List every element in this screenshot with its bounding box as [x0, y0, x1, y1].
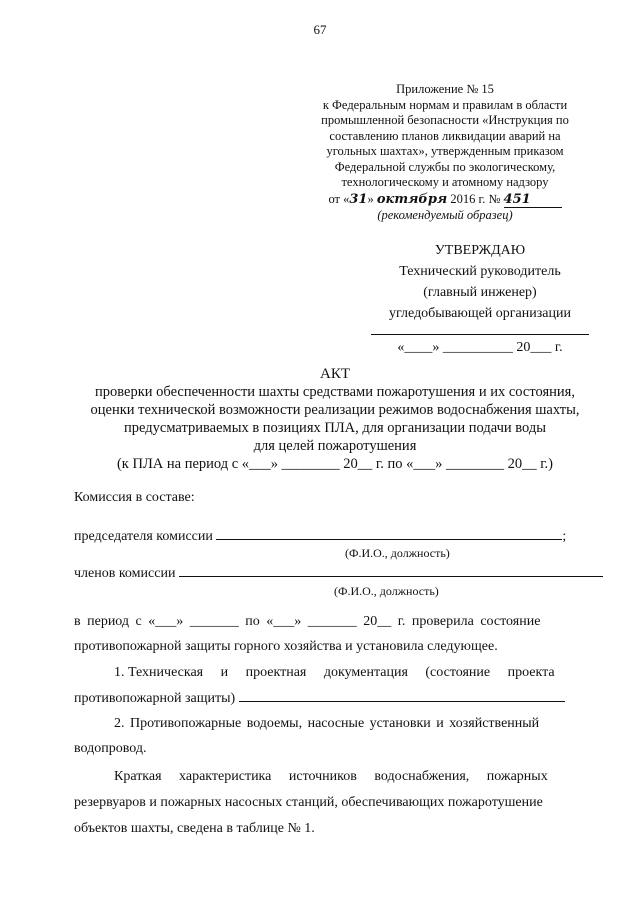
- act-title: АКТ: [320, 366, 350, 382]
- appendix-line: промышленной безопасности «Инструкция по: [321, 113, 569, 127]
- signature-line: [371, 334, 589, 335]
- appendix-line: Приложение № 15: [396, 82, 494, 96]
- approval-line: угледобывающей организации: [389, 306, 571, 321]
- act-subtitle-line: (к ПЛА на период с «___» ________ 20__ г. по «___» ________ 20__ г.): [116, 456, 554, 472]
- members-caption: (Ф.И.О., должность): [334, 584, 439, 598]
- appendix-line: угольных шахтах», утвержденным приказом: [326, 144, 564, 158]
- act-subtitle-line: предусматриваемых в позициях ПЛА, для организации подачи воды: [124, 420, 546, 436]
- item-1-line: противопожарной защиты): [74, 691, 236, 706]
- summary-line: резервуаров и пожарных насосных станций, обеспечивающих пожаротушение: [74, 795, 543, 810]
- members-fill-line: [179, 565, 603, 577]
- item-2-line: 2. Противопожарные водоемы, насосные установки и хозяйственный: [114, 716, 540, 731]
- period-line: в период с «___» _______ по «___» _______ 20__ г. проверила состояние: [74, 614, 541, 629]
- appendix-line: составлению планов ликвидации аварий на: [329, 128, 561, 143]
- chairman-row: [74, 528, 566, 545]
- summary-line: объектов шахты, сведена в таблице № 1.: [74, 821, 315, 836]
- summary-line: Краткая характеристика источников водоснабжения, пожарных: [114, 769, 548, 784]
- item-2-line: водопровод.: [74, 741, 147, 756]
- item-1-line: 1. Техническая и проектная документация (состояние проекта: [114, 665, 555, 680]
- approval-block: [360, 240, 600, 358]
- item-1-row: [74, 690, 565, 707]
- item-1-fill-line: [239, 690, 565, 702]
- appendix-line: Федеральной службы по экологическому,: [334, 159, 556, 174]
- handwritten-month: октября: [376, 191, 448, 207]
- approval-line: Технический руководитель: [399, 264, 561, 279]
- date-year: 2016 г. №: [450, 191, 501, 206]
- chairman-label: председателя комиссии: [74, 529, 213, 544]
- appendix-line: к Федеральным нормам и правилам в области: [322, 97, 568, 112]
- period-line: противопожарной защиты горного хозяйства и установила следующее.: [74, 639, 498, 654]
- approval-heading: УТВЕРЖДАЮ: [434, 243, 526, 258]
- chairman-end: ;: [562, 529, 567, 544]
- act-subtitle-line: для целей пожаротушения: [253, 438, 417, 454]
- appendix-block: [300, 82, 590, 224]
- approval-date-line: «____» __________ 20___ г.: [397, 340, 563, 355]
- chairman-caption: (Ф.И.О., должность): [345, 546, 450, 560]
- approval-line: (главный инженер): [423, 285, 537, 300]
- sample-note: (рекомендуемый образец): [377, 208, 513, 222]
- chairman-fill-line: [216, 528, 562, 540]
- handwritten-day: 31: [349, 191, 368, 207]
- page-number: 67: [313, 22, 327, 37]
- act-subtitle-line: проверки обеспеченности шахты средствами пожаротушения и их состояния,: [95, 384, 575, 400]
- act-subtitle-line: оценки технической возможности реализации режимов водоснабжения шахты,: [90, 402, 580, 418]
- order-date-line: [300, 192, 590, 209]
- appendix-line: технологическому и атомному надзору: [341, 175, 549, 189]
- handwritten-order-number: 451: [504, 192, 562, 209]
- members-label: членов комиссии: [74, 566, 176, 581]
- date-separator: »: [367, 191, 374, 206]
- date-prefix: от «: [328, 191, 350, 206]
- members-row: [74, 565, 603, 582]
- commission-intro: Комиссия в составе:: [74, 490, 195, 505]
